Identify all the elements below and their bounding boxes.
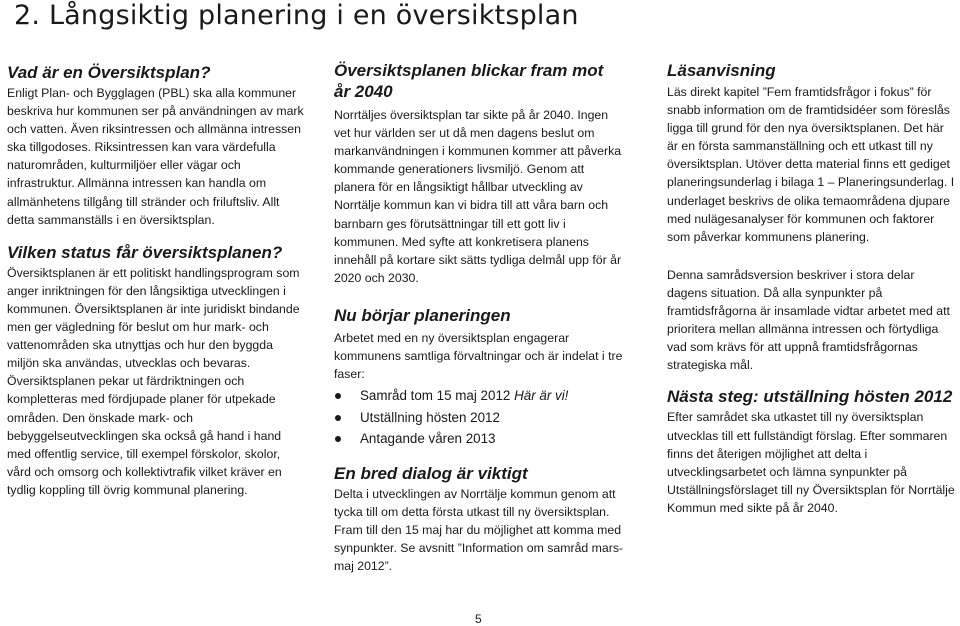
list-item	[334, 385, 624, 407]
phase-text: Samråd tom 15 maj 2012	[360, 388, 515, 404]
heading-what-is-plan: Vad är en Översiktsplan?	[7, 63, 211, 82]
bullet-icon	[335, 393, 341, 399]
paragraph-broad-dialogue: Delta i utvecklingen av Norrtälje kommun genom att tycka till om detta första utkast till ny översiktsplan. Fram till den 15 maj har du möjlighet att komma med synpunkter. Se avsnitt ”Information om samråd mars-maj 2012”.	[334, 486, 624, 574]
paragraph-planning-starts: Arbetet med en ny översiktsplan engagerar kommunens samtliga förvaltningar och är indelat i tre faser:	[334, 330, 623, 382]
column-3	[667, 60, 957, 517]
heading-plan-2040: Översiktsplanen blickar fram mot år 2040	[334, 61, 604, 101]
phases-list	[334, 385, 624, 450]
page-title: 2. Långsiktig planering i en översiktsplan	[14, 0, 579, 31]
heading-plan-status: Vilken status får översiktsplanen?	[7, 242, 283, 262]
paragraph-plan-status: Översiktsplanen är ett politiskt handlingsprogram som anger inriktningen för den långsiktiga utvecklingen i kommunen. Översiktsplanen är inte juridiskt bindande men ger vägledning för beslut om hur mark- och vattenområden ska utnyttjas och hur den byggda miljön ska användas, utvecklas och bevaras. Översiktsplanen pekar ut färdriktningen och kompletteras med fördjupade planer för utpekade områden. Den önskade mark- och bebyggelseutvecklingen ska också gå hand i hand med offentlig service, till exempel förskolor, skolor, vård och omsorg och kollektivtrafik vilket kräver en tydlig koppling till övrig kommunal planering.	[7, 265, 300, 497]
heading-broad-dialogue: En bred dialog är viktigt	[334, 463, 528, 483]
paragraph-next-step: Efter samrådet ska utkastet till ny översiktsplan utvecklas till ett fullständigt förslag. Efter sommaren finns det återigen möjlighet att delta i utvecklingsarbetet och lämna synpunkter på Utställningsförslaget till ny Översiktsplan för Norrtälje Kommun med sikte på år 2040.	[667, 410, 955, 515]
bullet-icon	[335, 436, 341, 442]
paragraph-reading-guide: Läs direkt kapitel ”Fem framtidsfrågor i fokus” för snabb information om de framtidsidéer som föreslås ligga till grund för den nya översiktsplanen. Det här är en första sammanställning och ett utkast till ny översiktsplan. Utöver detta material finns ett gediget planeringsunderlag i bilaga 1 – Planeringsunderlag. I underlaget beskrivs de olika temaområdena djupare med nulägesanalyser för kommunen och faktorer som påverkar kommunens planering.	[667, 85, 955, 244]
phase-emphasis: Här är vi!	[514, 388, 569, 404]
column-1	[7, 60, 305, 499]
paragraph-consultation-version: Denna samrådsversion beskriver i stora delar dagens situation. Då alla synpunkter på framtidsfrågorna är insamlade vidtar arbetet med att prioritera mellan allmänna intressen och förtydliga vad som krävs för att uppnå framtidsfrågornas strategiska mål.	[667, 267, 950, 373]
list-item	[334, 428, 624, 450]
heading-next-step: Nästa steg: utställning hösten 2012	[667, 387, 953, 407]
bullet-icon	[335, 415, 341, 421]
paragraph-plan-2040: Norrtäljes översiktsplan tar sikte på år 2040. Ingen vet hur världen ser ut då men dagens beslut om markanvändningen i kommunen kommer att påverka kommande generationers livsmiljö. Genom att planera för en långsiktigt hållbar utveckling av Norrtälje kommun kan vi bidra till att våra barn och barnbarn ges förutsättningar till ett gott liv i kommunen. Med syfte att konkretisera planens innehåll på kortare sikt sätts tydliga delmål upp för år 2020 och 2030.	[334, 108, 622, 285]
column-2	[334, 60, 624, 575]
heading-planning-starts: Nu börjar planeringen	[334, 305, 511, 325]
page-number: 5	[475, 612, 482, 626]
list-item	[334, 407, 624, 429]
phase-text: Antagande våren 2013	[360, 431, 496, 447]
phase-text: Utställning hösten 2012	[360, 409, 500, 425]
heading-reading-guide: Läsanvisning	[667, 61, 776, 80]
paragraph-what-is-plan: Enligt Plan- och Bygglagen (PBL) ska alla kommuner beskriva hur kommunen ser på användningen av mark och vatten. Även riksintressen och allmänna intressen ska tillgodoses. Riksintressen kan vara värdefulla naturområden, kulturmiljöer eller vägar och infrastruktur. Allmänna intressen kan handla om allmänhetens tillgång till stränder och friluftsliv. Allt detta sammanställs i en översiktsplan.	[7, 86, 304, 227]
